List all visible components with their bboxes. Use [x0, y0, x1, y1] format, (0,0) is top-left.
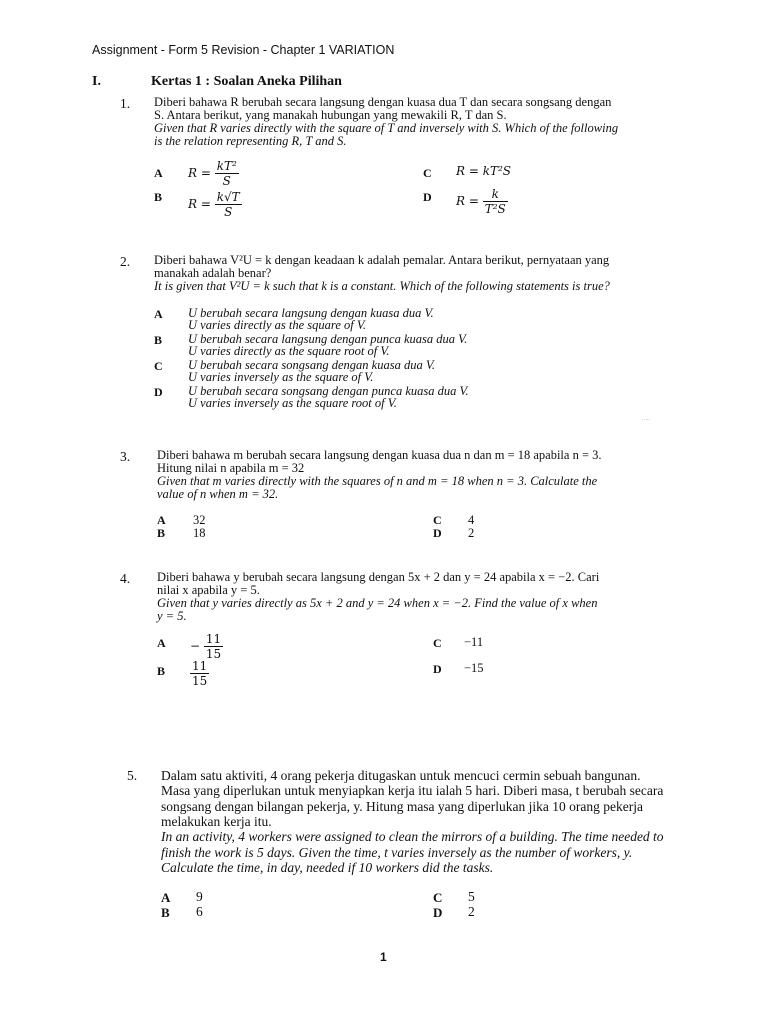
question-number: 3. — [120, 449, 131, 464]
question-text-english: Calculate the time, in day, needed if 10 workers did the tasks. — [161, 860, 494, 875]
question-text-english: In an activity, 4 workers were assigned to clean the mirrors of a building. The time needed to — [161, 829, 664, 844]
scan-mark: ····· — [642, 417, 651, 423]
option-label: C — [433, 890, 443, 905]
option-label: B — [161, 905, 170, 920]
question-text-malay: nilai x apabila y = 5. — [157, 583, 260, 597]
question-text-english: It is given that V²U = k such that k is a constant. Which of the following statements is true? — [154, 279, 610, 293]
option-value: 2 — [468, 526, 475, 540]
question-text-english: Given that m varies directly with the squares of n and m = 18 when n = 3. Calculate the — [157, 474, 598, 488]
question-text-malay: Diberi bahawa m berubah secara langsung dengan kuasa dua n dan m = 18 apabila n = 3. — [157, 448, 602, 462]
question-text-english: Given that y varies directly as 5x + 2 and y = 24 when x = −2. Find the value of x when — [157, 596, 598, 610]
option-b-fraction: $\frac{11}{15}$ — [192, 659, 208, 688]
question-text-english: value of n when m = 32. — [157, 487, 279, 501]
option-label: D — [433, 905, 443, 920]
option-label: B — [157, 664, 166, 678]
question-text-english: Given that R varies directly with the square of T and inversely with S. Which of the following — [154, 121, 619, 135]
question-number: 4. — [120, 571, 131, 586]
option-label: A — [161, 890, 171, 905]
question-number: 5. — [127, 768, 138, 783]
section-roman: I. — [92, 74, 101, 89]
option-value: 18 — [193, 526, 206, 540]
option-text-english: U varies directly as the square of V. — [188, 318, 366, 332]
option-label: C — [423, 166, 432, 180]
option-value: 9 — [196, 889, 203, 904]
option-value: 2 — [468, 904, 475, 919]
option-text-malay: U berubah secara langsung dengan punca kuasa dua V. — [188, 332, 468, 346]
option-value: −11 — [464, 635, 484, 649]
option-text-english: U varies inversely as the square root of V. — [188, 396, 397, 410]
page-number: 1 — [380, 950, 387, 964]
question-text-malay: Diberi bahawa y berubah secara langsung dengan 5x + 2 dan y = 24 apabila x = −2. Cari — [157, 570, 600, 584]
option-value: 5 — [468, 889, 475, 904]
option-label: C — [154, 359, 163, 373]
question-text-malay: Hitung nilai n apabila m = 32 — [157, 461, 305, 475]
option-label: A — [154, 166, 163, 180]
question-text-malay: Diberi bahawa R berubah secara langsung dengan kuasa dua T dan secara songsang dengan — [154, 95, 612, 109]
option-label: D — [433, 662, 442, 676]
question-number: 2. — [120, 254, 131, 269]
option-label: B — [154, 333, 163, 347]
section-title: Kertas 1 : Soalan Aneka Pilihan — [151, 74, 342, 89]
option-value: 6 — [196, 904, 203, 919]
option-label: D — [433, 526, 442, 540]
question-text-malay: Masa yang diperlukan untuk menyiapkan kerja itu ialah 5 hari. Diberi masa, t berubah secara — [161, 783, 664, 798]
option-value: −15 — [464, 661, 484, 675]
option-label: A — [157, 513, 166, 527]
question-text-malay: songsang dengan bilangan pekerja, y. Hitung masa yang diperlukan jika 10 orang pekerja — [161, 799, 643, 814]
option-label: B — [154, 190, 163, 204]
option-label: C — [433, 513, 442, 527]
document-header: Assignment - Form 5 Revision - Chapter 1 VARIATION — [92, 43, 395, 57]
question-text-english: is the relation representing R, T and S. — [154, 134, 347, 148]
option-d-expression: R = $\frac{k}{\text{T²S}}$ — [456, 187, 506, 216]
option-text-malay: U berubah secara songsang dengan kuasa dua V. — [188, 358, 435, 372]
option-label: D — [154, 385, 163, 399]
question-text-malay: Diberi bahawa V²U = k dengan keadaan k adalah pemalar. Antara berikut, pernyataan yang — [154, 253, 610, 267]
option-label: A — [154, 307, 163, 321]
option-b-expression: R = $\frac{k√T}{S}$ — [188, 190, 240, 219]
option-text-malay: U berubah secara songsang dengan punca kuasa dua V. — [188, 384, 469, 398]
option-text-english: U varies inversely as the square of V. — [188, 370, 374, 384]
option-label: A — [157, 636, 166, 650]
option-c-expression: R = kT²S — [456, 164, 512, 178]
question-text-malay: Dalam satu aktiviti, 4 orang pekerja ditugaskan untuk mencuci cermin sebuah bangunan. — [161, 768, 641, 783]
question-text-malay: S. Antara berikut, yang manakah hubungan yang mewakili R, T dan S. — [154, 108, 507, 122]
option-value: 4 — [468, 513, 475, 527]
option-a-fraction: − $\frac{11}{15}$ — [190, 632, 222, 661]
option-text-english: U varies directly as the square root of V. — [188, 344, 390, 358]
question-text-malay: manakah adalah benar? — [154, 266, 272, 280]
question-number: 1. — [120, 96, 131, 111]
question-text-english: finish the work is 5 days. Given the time, t varies inversely as the number of workers, y. — [161, 845, 633, 860]
option-value: 32 — [193, 513, 206, 527]
option-text-malay: U berubah secara langsung dengan kuasa dua V. — [188, 306, 434, 320]
option-label: D — [423, 190, 432, 204]
option-a-expression: R = $\frac{\text{kT²}}{S}$ — [188, 159, 237, 188]
option-label: B — [157, 526, 166, 540]
option-label: C — [433, 636, 442, 650]
question-text-english: y = 5. — [157, 609, 187, 623]
question-text-malay: melakukan kerja itu. — [161, 814, 272, 829]
